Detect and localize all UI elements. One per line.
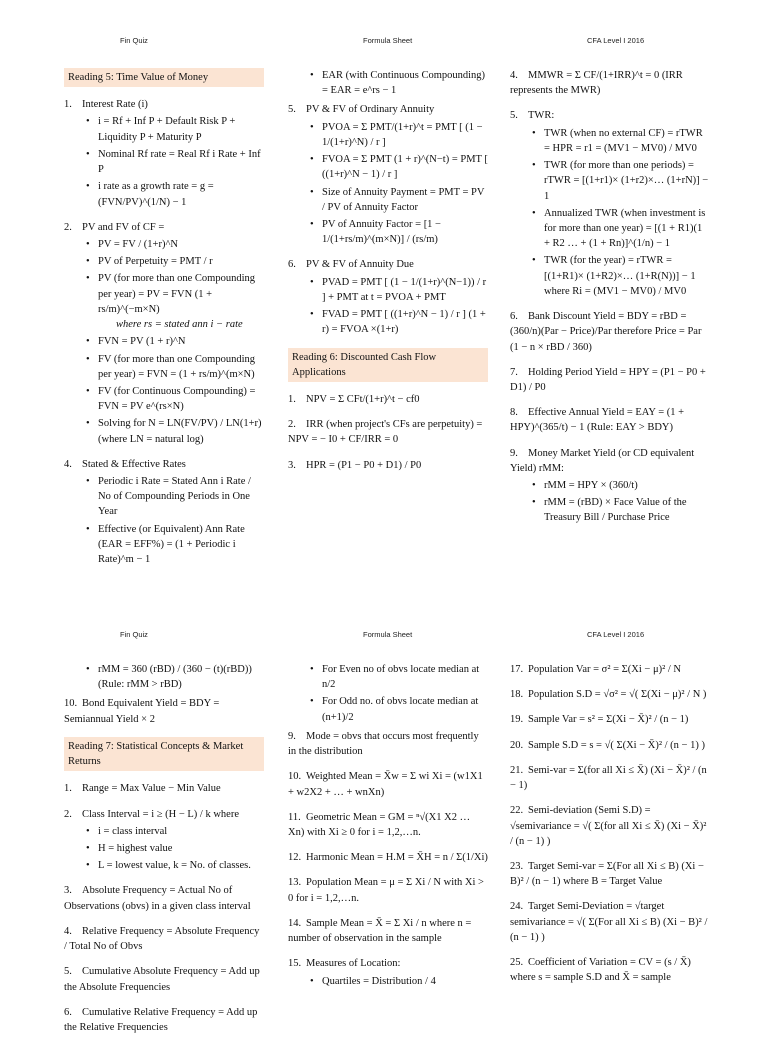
- list-item: 7. Holding Period Yield = HPY = (P1 − P0 + D1) / P0: [510, 366, 706, 393]
- header-center: Formula Sheet: [363, 36, 413, 45]
- bullet-item: • FVAD = PMT [ ((1+r)^N − 1) / r ] (1 + r) = FVOA ×(1+r): [310, 307, 488, 337]
- bullet-item: • rMM = (rBD) × Face Value of the Treasury Bill / Purchase Price: [532, 495, 710, 525]
- bullet-item: • TWR (for the year) = rTWR = [(1+R1)× (1+R2)×… (1+R(N))] − 1 where Ri = (MV1 − MV0) / MV0: [532, 253, 710, 299]
- bullet-item: • TWR (when no external CF) = rTWR = HPR = r1 = (MV1 − MV0) / MV0: [532, 126, 710, 156]
- list-item: 9. Mode = obvs that occurs most frequently in the distribution: [288, 730, 479, 758]
- bullet-item: • TWR (for more than one periods) = rTWR = [(1+r1)× (1+r2)×… (1+rN)] − 1: [532, 158, 710, 204]
- bullet-item: • FVN = PV (1 + r)^N: [86, 334, 264, 349]
- bullet-item: • Periodic i Rate = Stated Ann i Rate / No of Compounding Periods in One Year: [86, 474, 264, 520]
- section-heading: Reading 6: Discounted Cash Flow Applications: [288, 348, 488, 382]
- bullet-item: • Size of Annuity Payment = PMT = PV / PV of Annuity Factor: [310, 185, 488, 215]
- list-item: 5. TWR: • TWR (when no external CF) = rTWR = HPR = r1 = (MV1 − MV0) / MV0 • TWR (for more than one periods) = rTWR = [(1+r1)× (1+r2)×… (1+rN)] − 1 • Annualized TWR (when investment is for more than one year) = [(1 + R1)(1 + R2 … + (1 + Rn)]^(1/n) − 1 • TWR (for the year) = rTWR = [(1+R1)× (1+R2)×… (1+R(N))] − 1 where Ri = (MV1 − MV0) / MV0: [510, 108, 710, 299]
- list-item: 15. Measures of Location: • Quartiles = Distribution / 4: [288, 956, 488, 988]
- list-item: 4. Stated & Effective Rates • Periodic i Rate = Stated Ann i Rate / No of Compounding Periods in One Year • Effective (or Equivalent) Ann Rate (EAR = EFF%) = (1 + Periodic i Rate)^m − 1: [64, 457, 264, 568]
- bullet-item: • FVOA = Σ PMT (1 + r)^(N−t) = PMT [ ((1+r)^N − 1) / r ]: [310, 152, 488, 182]
- list-item: 5. Cumulative Absolute Frequency = Add up the Absolute Frequencies: [64, 966, 260, 993]
- column-middle: [288, 662, 488, 999]
- page-header: [0, 630, 768, 644]
- list-item: 4. Relative Frequency = Absolute Frequency / Total No of Obvs: [64, 925, 260, 953]
- list-item: 6. Cumulative Relative Frequency = Add up the Relative Frequencies: [64, 1006, 258, 1033]
- bullet-item: • FV (for Continuous Compounding) = FVN = PV e^(rs×N): [86, 384, 264, 414]
- header-right: CFA Level I 2016: [587, 630, 645, 639]
- column-left: [64, 68, 264, 577]
- list-item: 19. Sample Var = s² = Σ(Xi − X̄)² / (n − 1): [510, 714, 689, 726]
- bullet-item: • rMM = HPY × (360/t): [532, 478, 710, 493]
- bullet-item: • PV (for more than one Compounding per year) = PV = FVN (1 + rs/m)^(−m×N) where rs = stated ann i − rate: [86, 271, 264, 332]
- list-item: 2. Class Interval = i ≥ (H − L) / k where • i = class interval • H = highest value • L = lowest value, k = No. of classes.: [64, 807, 264, 874]
- list-item: 21. Semi-var = Σ(for all Xi ≤ X̄) (Xi − X̄)² / (n − 1): [510, 764, 707, 792]
- header-right: CFA Level I 2016: [587, 36, 645, 45]
- bullet-item: • PV = FV / (1+r)^N: [86, 237, 264, 252]
- bullet-item: • rMM = 360 (rBD) / (360 − (t)(rBD)) (Rule: rMM > rBD): [86, 662, 264, 692]
- list-item: 8. Effective Annual Yield = EAY = (1 + HPY)^(365/t) − 1 (Rule: EAY > BDY): [510, 407, 685, 434]
- bullet-item: • EAR (with Continuous Compounding) = EAR = e^rs − 1: [310, 68, 488, 98]
- page-header: [0, 36, 768, 50]
- header-left: Fin Quiz: [120, 36, 148, 45]
- list-item: 11. Geometric Mean = GM = ⁿ√(X1 X2 … Xn) with Xi ≥ 0 for i = 1,2,…n.: [288, 811, 471, 838]
- bullet-item: • Nominal Rf rate = Real Rf i Rate + Inf P: [86, 147, 264, 177]
- column-right: [510, 68, 710, 536]
- list-item: 10. Bond Equivalent Yield = BDY = Semiannual Yield × 2: [64, 698, 220, 725]
- bullet-item: • H = highest value: [86, 841, 264, 856]
- list-item: 2. PV and FV of CF = • PV = FV / (1+r)^N • PV of Perpetuity = PMT / r • PV (for more than one Compounding per year) = PV = FVN (1 + rs/m)^(−m×N) where rs = stated ann i − rate • FVN = PV (1 + r)^N • FV (for more than one Compounding per year) = FVN = (1 + rs/m)^(m×N) • FV (for Continuous Compounding) = FVN = PV e^(rs×N) • Solving for N = LN(FV/PV) / LN(1+r) (where LN = natural log): [64, 220, 264, 447]
- list-item: 23. Target Semi-var = Σ(For all Xi ≤ B) (Xi − B)² / (n − 1) where B = Target Value: [510, 860, 704, 888]
- header-left: Fin Quiz: [120, 630, 148, 639]
- list-item: 3. Absolute Frequency = Actual No of Observations (obvs) in a given class interval: [64, 885, 251, 912]
- list-item: 1. Interest Rate (i) • i = Rf + Inf P + Default Risk P + Liquidity P + Maturity P • Nominal Rf rate = Real Rf i Rate + Inf P • i rate as a growth rate = g = (FVN/PV)^(1/N) − 1: [64, 97, 264, 210]
- list-item: 4. MMWR = Σ CF/(1+IRR)^t = 0 (IRR represents the MWR): [510, 70, 683, 97]
- list-item: 20. Sample S.D = s = √( Σ(Xi − X̄)² / (n − 1) ): [510, 739, 705, 751]
- list-item: 5. PV & FV of Ordinary Annuity • PVOA = Σ PMT/(1+r)^t = PMT [ (1 − 1/(1+r)^N) / r ] • FVOA = Σ PMT (1 + r)^(N−t) = PMT [ ((1+r)^N − 1) / r ] • Size of Annuity Payment = PMT = PV / PV of Annuity Factor • PV of Annuity Factor = [1 − 1/(1+rs/m)^(m×N)] / (rs/m): [288, 102, 488, 247]
- bullet-item: • For Odd no. of obvs locate median at (n+1)/2: [310, 694, 488, 724]
- bullet-item: • Effective (or Equivalent) Ann Rate (EAR = EFF%) = (1 + Periodic i Rate)^m − 1: [86, 522, 264, 568]
- header-center: Formula Sheet: [363, 630, 413, 639]
- list-item: 2. IRR (when project's CFs are perpetuity) = NPV = − I0 + CF/IRR = 0: [288, 419, 483, 446]
- section-heading: Reading 7: Statistical Concepts & Market Returns: [64, 737, 264, 771]
- list-item: 6. PV & FV of Annuity Due • PVAD = PMT [ (1 − 1/(1+r)^(N−1)) / r ] + PMT at t = PVOA + PMT • FVAD = PMT [ ((1+r)^N − 1) / r ] (1 + r) = FVOA ×(1+r): [288, 257, 488, 337]
- column-middle: [288, 68, 488, 483]
- bullet-item: • PV of Annuity Factor = [1 − 1/(1+rs/m)^(m×N)] / (rs/m): [310, 217, 488, 247]
- bullet-item: • For Even no of obvs locate median at n/2: [310, 662, 488, 692]
- bullet-item: • PVOA = Σ PMT/(1+r)^t = PMT [ (1 − 1/(1+r)^N) / r ]: [310, 120, 488, 150]
- column-right: [510, 662, 710, 996]
- bullet-item: • i = Rf + Inf P + Default Risk P + Liquidity P + Maturity P: [86, 114, 264, 144]
- bullet-item: • FV (for more than one Compounding per year) = FVN = (1 + rs/m)^(m×N): [86, 352, 264, 382]
- bullet-item: • PV of Perpetuity = PMT / r: [86, 254, 264, 269]
- bullet-item: • i = class interval: [86, 824, 264, 839]
- list-item: 12. Harmonic Mean = H.M = X̄H = n / Σ(1/Xi): [288, 852, 488, 864]
- list-item: 14. Sample Mean = X̄ = Σ Xi / n where n = number of observation in the sample: [288, 917, 472, 945]
- section-heading: Reading 5: Time Value of Money: [64, 68, 264, 87]
- list-item: 13. Population Mean = μ = Σ Xi / N with Xi > 0 for i = 1,2,…n.: [288, 877, 484, 904]
- bullet-item: • Quartiles = Distribution / 4: [310, 974, 488, 989]
- list-item: 9. Money Market Yield (or CD equivalent Yield) rMM: • rMM = HPY × (360/t) • rMM = (rBD) × Face Value of the Treasury Bill / Purchase Price: [510, 446, 710, 526]
- list-item: 6. Bank Discount Yield = BDY = rBD = (360/n)(Par − Price)/Par therefore Price = Par (1 − n × rBD / 360): [510, 311, 702, 353]
- list-item: 18. Population S.D = √σ² = √( Σ(Xi − μ)² / N ): [510, 689, 707, 701]
- list-item: 1. Range = Max Value − Min Value: [64, 783, 221, 795]
- bullet-item: • PVAD = PMT [ (1 − 1/(1+r)^(N−1)) / r ] + PMT at t = PVOA + PMT: [310, 275, 488, 305]
- list-item: 10. Weighted Mean = X̄w = Σ wi Xi = (w1X1 + w2X2 + … + wnXn): [288, 771, 483, 798]
- list-item: 24. Target Semi-Deviation = √target semivariance = √( Σ(For all Xi ≤ B) (Xi − B)² / (n − 1) ): [510, 901, 708, 943]
- page-2: [0, 594, 768, 1033]
- bullet-item: • Annualized TWR (when investment is for more than one year) = [(1 + R1)(1 + R2 … + (1 + Rn)]^(1/n) − 1: [532, 206, 710, 252]
- list-item: 3. HPR = (P1 − P0 + D1) / P0: [288, 459, 422, 471]
- list-item: 25. Coefficient of Variation = CV = (s / X̄) where s = sample S.D and X̄ = sample: [510, 957, 691, 984]
- list-item: 17. Population Var = σ² = Σ(Xi − μ)² / N: [510, 664, 681, 675]
- list-item: 1. NPV = Σ CFt/(1+r)^t − cf0: [288, 393, 420, 405]
- bullet-item: • i rate as a growth rate = g = (FVN/PV)^(1/N) − 1: [86, 179, 264, 209]
- bullet-item: • Solving for N = LN(FV/PV) / LN(1+r) (where LN = natural log): [86, 416, 264, 446]
- column-left: [64, 662, 264, 1045]
- list-item: 22. Semi-deviation (Semi S.D) = √semivariance = √( Σ(for all Xi ≤ X̄) (Xi − X̄)² / (n − 1) ): [510, 805, 707, 847]
- bullet-item: • L = lowest value, k = No. of classes.: [86, 858, 264, 873]
